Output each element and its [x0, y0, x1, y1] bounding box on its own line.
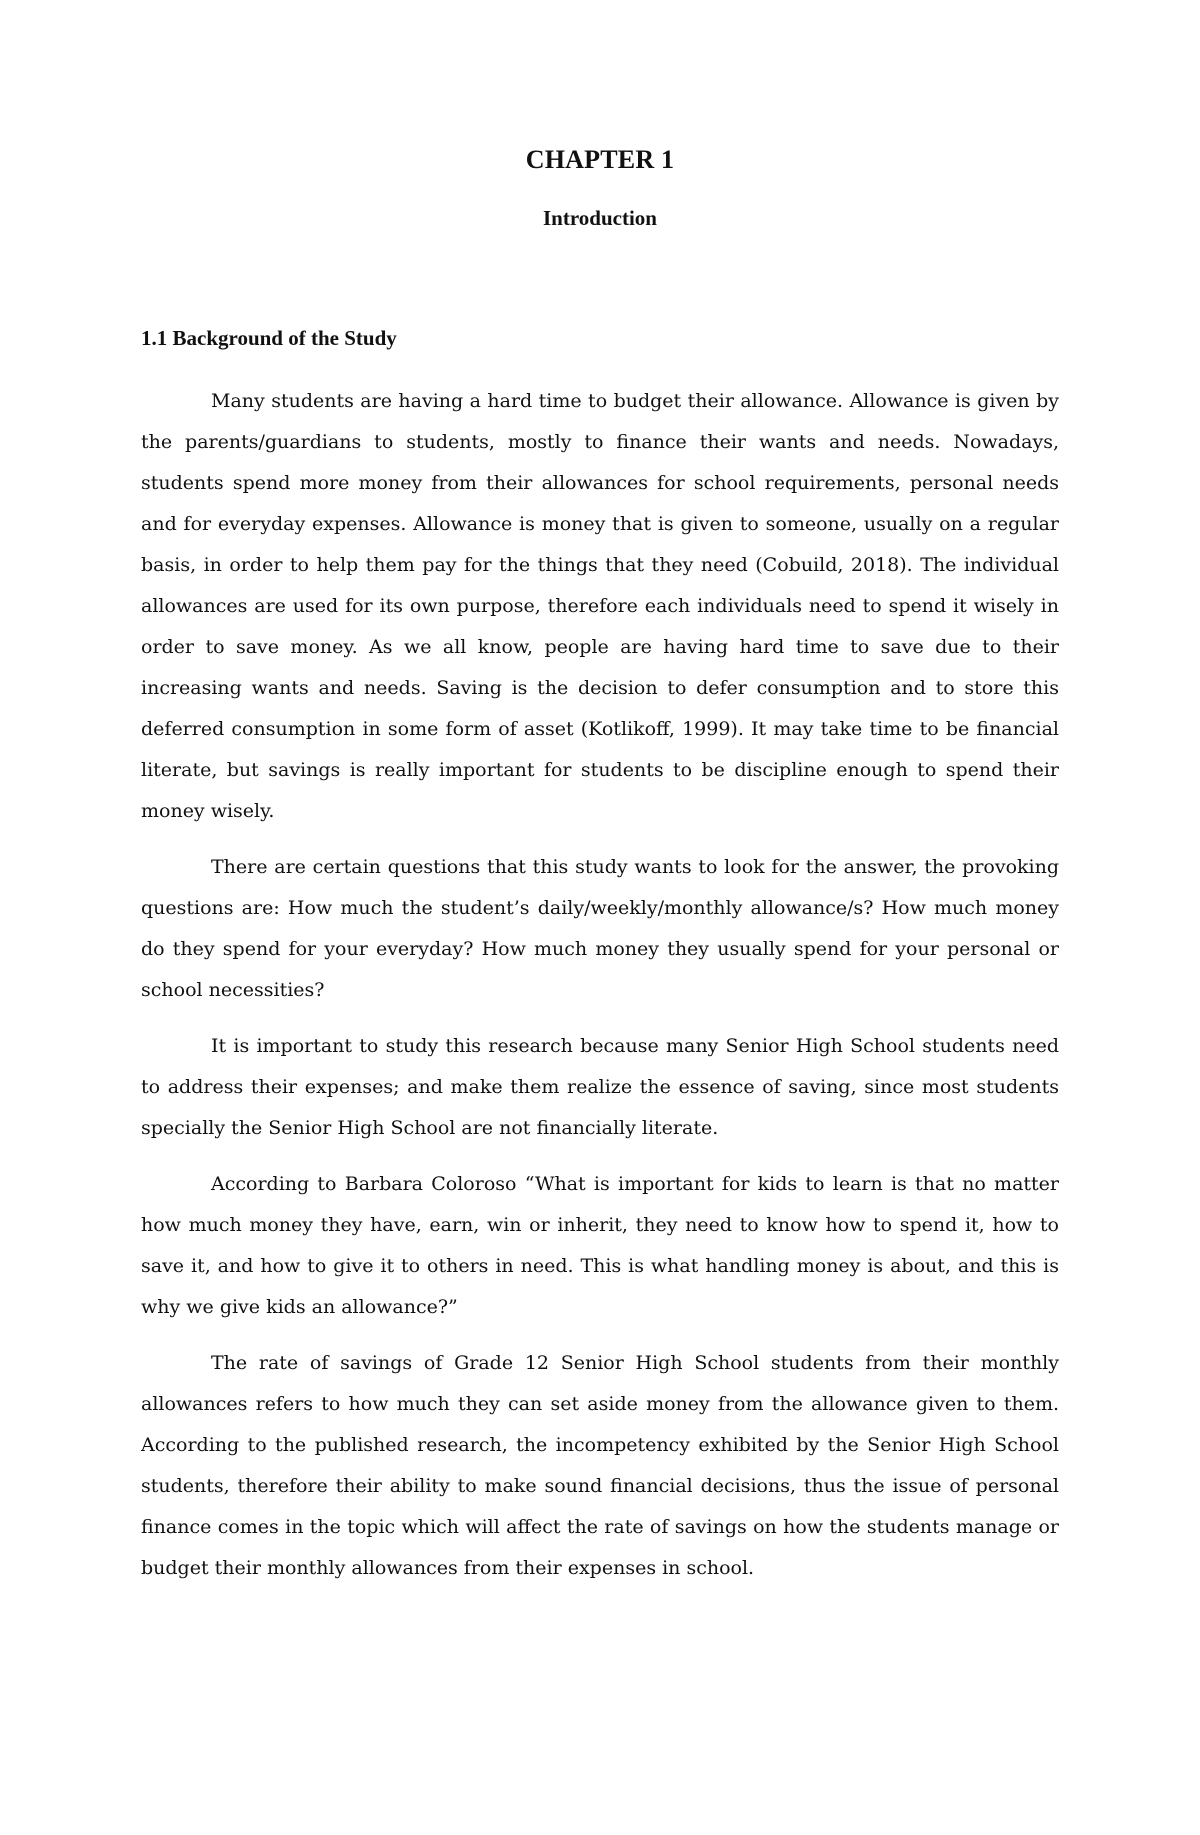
section-heading: 1.1 Background of the Study — [141, 326, 397, 350]
chapter-subtitle: Introduction — [543, 206, 657, 230]
paragraph-4: According to Barbara Coloroso “What is important for kids to learn is that no matter how much money they have, earn, win or inherit, they need to know how to spend it, how to save it, and how to give it to others in need. This is what handling money is about, and this is why we give kids an allowance?” — [141, 1173, 1059, 1318]
paragraph-5: The rate of savings of Grade 12 Senior High School students from their monthly allowances refers to how much they can set aside money from the allowance given to them. According to the published research, the incompetency exhibited by the Senior High School students, therefore their ability to make sound financial decisions, thus the issue of personal finance comes in the topic which will affect the rate of savings on how the students manage or budget their monthly allowances from their expenses in school. — [141, 1352, 1059, 1579]
paragraph-1: Many students are having a hard time to budget their allowance. Allowance is given by the parents/guardians to students, mostly to finance their wants and needs. Nowadays, students spend more money from their allowances for school requirements, personal needs and for everyday expenses. Allowance is money that is given to someone, usually on a regular basis, in order to help them pay for the things that they need (Cobuild, 2018). The individual allowances are used for its own purpose, therefore each individuals need to spend it wisely in order to save money. As we all know, people are having hard time to save due to their increasing wants and needs. Saving is the decision to defer consumption and to store this deferred consumption in some form of asset (Kotlikoff, 1999). It may take time to be financial literate, but savings is really important for students to be discipline enough to spend their money wisely. — [141, 390, 1059, 822]
body-text — [141, 381, 1059, 1604]
paragraph-3: It is important to study this research because many Senior High School students need to address their expenses; and make them realize the essence of saving, since most students specially the Senior High School are not financially literate. — [141, 1035, 1059, 1139]
chapter-title: CHAPTER 1 — [525, 145, 675, 174]
paragraph-2: There are certain questions that this study wants to look for the answer, the provoking questions are: How much the student’s daily/weekly/monthly allowance/s? How much money do they spend for your everyday? How much money they usually spend for your personal or school necessities? — [141, 856, 1059, 1001]
